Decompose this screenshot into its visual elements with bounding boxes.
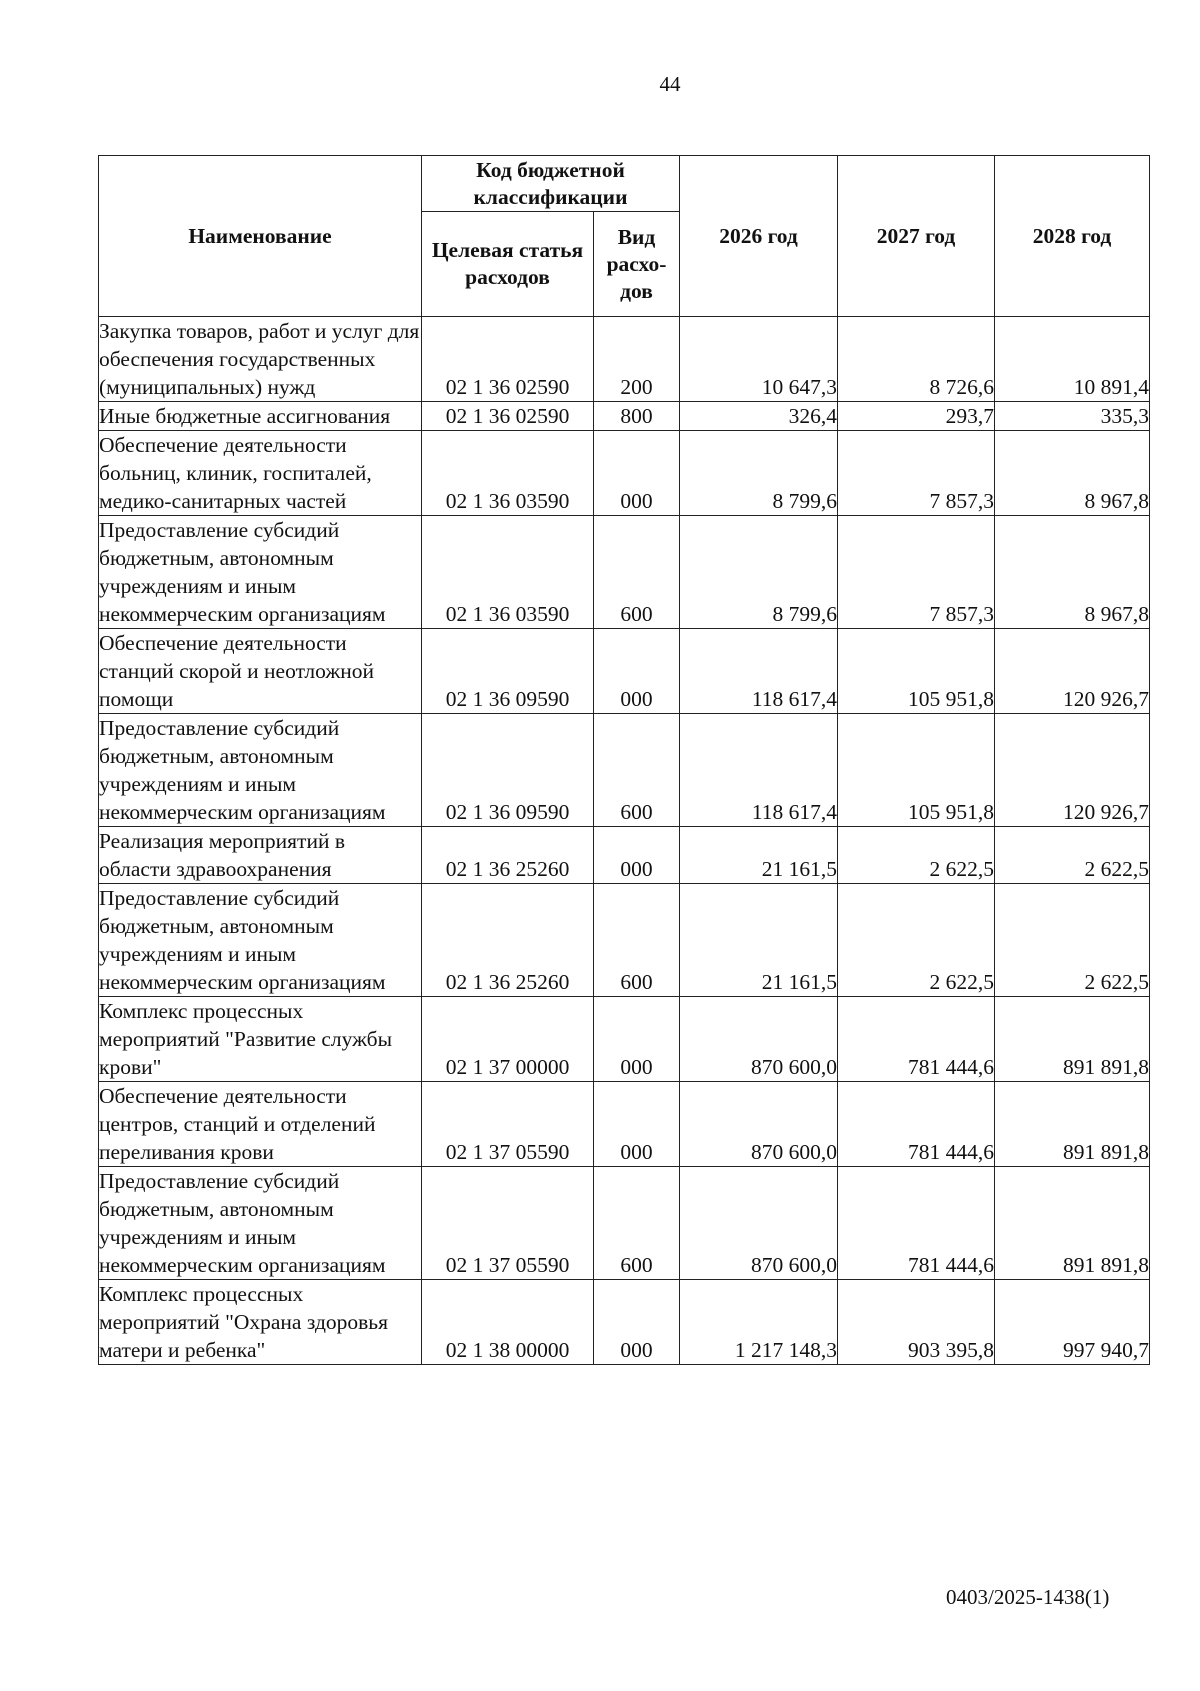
- table-row: [99, 402, 1150, 431]
- table-row: [99, 317, 1150, 402]
- cell-target-article: 02 1 37 05590: [422, 1082, 594, 1167]
- cell-2026: 8 799,6: [680, 431, 838, 516]
- cell-expense-type: 000: [594, 431, 680, 516]
- cell-name: Предоставление субсидий бюджетным, автономным учреждениям и иным некоммерческим организациям: [99, 884, 422, 997]
- table-row: [99, 714, 1150, 827]
- cell-expense-type: 600: [594, 516, 680, 629]
- table-body: [99, 317, 1150, 1365]
- cell-target-article: 02 1 36 03590: [422, 431, 594, 516]
- cell-2028: 8 967,8: [995, 431, 1150, 516]
- cell-2028: 8 967,8: [995, 516, 1150, 629]
- cell-2026: 118 617,4: [680, 629, 838, 714]
- table-row: [99, 1167, 1150, 1280]
- cell-2028: 120 926,7: [995, 629, 1150, 714]
- header-2027: 2027 год: [838, 156, 995, 317]
- cell-2027: 8 726,6: [838, 317, 995, 402]
- cell-name: Закупка товаров, работ и услуг для обеспечения государственных (муниципальных) нужд: [99, 317, 422, 402]
- cell-2028: 335,3: [995, 402, 1150, 431]
- cell-2026: 10 647,3: [680, 317, 838, 402]
- table-row: [99, 827, 1150, 884]
- cell-target-article: 02 1 38 00000: [422, 1280, 594, 1365]
- budget-table: [98, 155, 1150, 1365]
- cell-expense-type: 000: [594, 997, 680, 1082]
- cell-expense-type: 200: [594, 317, 680, 402]
- table-row: [99, 516, 1150, 629]
- cell-2026: 870 600,0: [680, 1082, 838, 1167]
- cell-2027: 2 622,5: [838, 884, 995, 997]
- header-name: Наименование: [99, 156, 422, 317]
- table-row: [99, 1280, 1150, 1365]
- cell-expense-type: 000: [594, 1082, 680, 1167]
- cell-2026: 326,4: [680, 402, 838, 431]
- cell-target-article: 02 1 36 25260: [422, 827, 594, 884]
- cell-2028: 891 891,8: [995, 1082, 1150, 1167]
- cell-name: Предоставление субсидий бюджетным, автономным учреждениям и иным некоммерческим организациям: [99, 714, 422, 827]
- table-row: [99, 997, 1150, 1082]
- table-row: [99, 629, 1150, 714]
- cell-expense-type: 600: [594, 1167, 680, 1280]
- header-code-group: Код бюджетной классификации: [422, 156, 680, 212]
- cell-2028: 891 891,8: [995, 1167, 1150, 1280]
- cell-2026: 21 161,5: [680, 827, 838, 884]
- cell-2026: 870 600,0: [680, 997, 838, 1082]
- cell-target-article: 02 1 36 09590: [422, 714, 594, 827]
- cell-target-article: 02 1 36 09590: [422, 629, 594, 714]
- header-expense-type: Вид расхо-дов: [594, 212, 680, 317]
- cell-expense-type: 000: [594, 629, 680, 714]
- cell-expense-type: 000: [594, 827, 680, 884]
- cell-target-article: 02 1 37 05590: [422, 1167, 594, 1280]
- cell-expense-type: 600: [594, 714, 680, 827]
- header-2028: 2028 год: [995, 156, 1150, 317]
- cell-2027: 105 951,8: [838, 629, 995, 714]
- cell-2026: 1 217 148,3: [680, 1280, 838, 1365]
- cell-2028: 891 891,8: [995, 997, 1150, 1082]
- cell-2026: 870 600,0: [680, 1167, 838, 1280]
- cell-2026: 118 617,4: [680, 714, 838, 827]
- cell-name: Обеспечение деятельности центров, станций и отделений переливания крови: [99, 1082, 422, 1167]
- cell-2026: 21 161,5: [680, 884, 838, 997]
- cell-2027: 781 444,6: [838, 997, 995, 1082]
- cell-2027: 903 395,8: [838, 1280, 995, 1365]
- cell-name: Реализация мероприятий в области здравоохранения: [99, 827, 422, 884]
- cell-2027: 293,7: [838, 402, 995, 431]
- table-header: [99, 156, 1150, 317]
- cell-2028: 120 926,7: [995, 714, 1150, 827]
- cell-target-article: 02 1 36 02590: [422, 317, 594, 402]
- cell-name: Обеспечение деятельности станций скорой и неотложной помощи: [99, 629, 422, 714]
- cell-2026: 8 799,6: [680, 516, 838, 629]
- cell-expense-type: 000: [594, 1280, 680, 1365]
- table-row: [99, 431, 1150, 516]
- header-2026: 2026 год: [680, 156, 838, 317]
- cell-target-article: 02 1 37 00000: [422, 997, 594, 1082]
- cell-target-article: 02 1 36 02590: [422, 402, 594, 431]
- cell-target-article: 02 1 36 03590: [422, 516, 594, 629]
- cell-name: Предоставление субсидий бюджетным, автономным учреждениям и иным некоммерческим организациям: [99, 516, 422, 629]
- cell-2027: 781 444,6: [838, 1082, 995, 1167]
- cell-2027: 7 857,3: [838, 431, 995, 516]
- table-row: [99, 1082, 1150, 1167]
- cell-2027: 2 622,5: [838, 827, 995, 884]
- cell-expense-type: 800: [594, 402, 680, 431]
- cell-2027: 105 951,8: [838, 714, 995, 827]
- cell-name: Иные бюджетные ассигнования: [99, 402, 422, 431]
- cell-2028: 997 940,7: [995, 1280, 1150, 1365]
- cell-2027: 781 444,6: [838, 1167, 995, 1280]
- cell-target-article: 02 1 36 25260: [422, 884, 594, 997]
- cell-2028: 2 622,5: [995, 827, 1150, 884]
- cell-name: Комплекс процессных мероприятий "Развитие службы крови": [99, 997, 422, 1082]
- cell-name: Предоставление субсидий бюджетным, автономным учреждениям и иным некоммерческим организациям: [99, 1167, 422, 1280]
- cell-2027: 7 857,3: [838, 516, 995, 629]
- cell-name: Комплекс процессных мероприятий "Охрана здоровья матери и ребенка": [99, 1280, 422, 1365]
- cell-2028: 10 891,4: [995, 317, 1150, 402]
- table-row: [99, 884, 1150, 997]
- cell-name: Обеспечение деятельности больниц, клиник, госпиталей, медико-санитарных частей: [99, 431, 422, 516]
- header-target-article: Целевая статья расходов: [422, 212, 594, 317]
- document-id: 0403/2025-1438(1): [946, 1585, 1110, 1609]
- page-number: 44: [659, 72, 681, 96]
- cell-expense-type: 600: [594, 884, 680, 997]
- cell-2028: 2 622,5: [995, 884, 1150, 997]
